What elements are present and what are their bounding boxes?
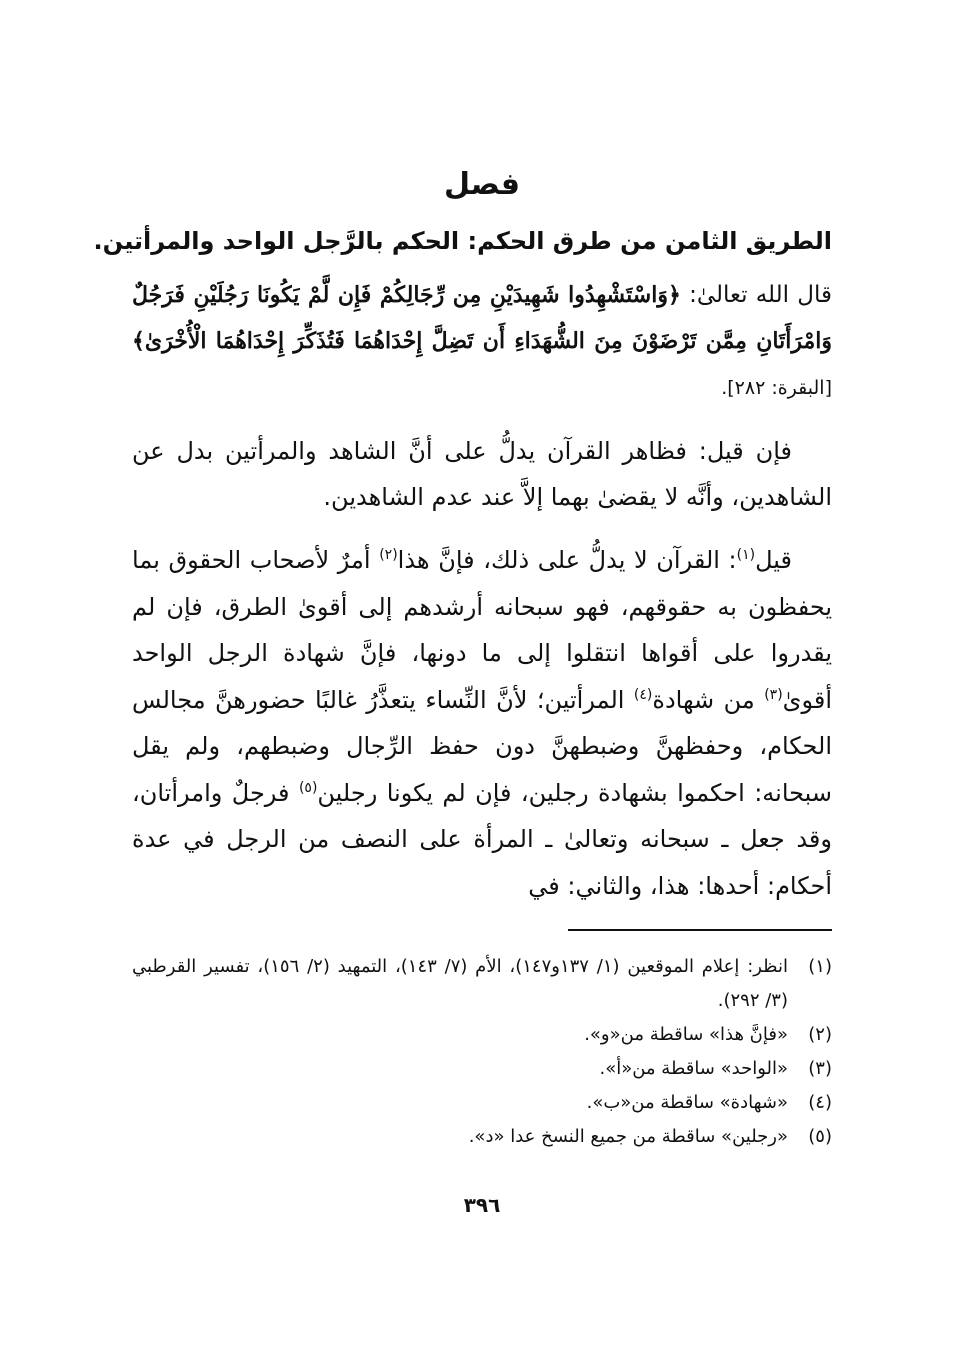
footnote-item bbox=[132, 1120, 832, 1154]
footnote-item bbox=[132, 1052, 832, 1086]
footnote-marker-1[interactable]: (١) bbox=[736, 547, 756, 563]
footnote-text: انظر: إعلام الموقعين (١/ ١٣٧و١٤٧)، الأم (٧/ ١٤٣)، التمهيد (٢/ ١٥٦)، تفسير القرطبي (٣/ ٢٩٢). bbox=[132, 956, 788, 1011]
response-text-part: أمرٌ لأصحاب الحقوق بما يحفظون به حقوقهم، فهو سبحانه أرشدهم إلى أقوىٰ الطرق، فإن لم يقدروا على أقواها انتقلوا إلى ما دونها، فإنَّ شهادة الرجل الواحد أقوىٰ bbox=[132, 546, 832, 714]
objection-paragraph: فإن قيل: فظاهر القرآن يدلُّ على أنَّ الشاهد والمرأتين بدل عن الشاهدين، وأنَّه لا يقضىٰ بهما إلاَّ عند عدم الشاهدين. bbox=[132, 437, 832, 511]
footnote-number: (١) bbox=[808, 956, 832, 977]
footnote-text: «فإنَّ هذا» ساقطة من«و». bbox=[584, 1024, 788, 1045]
footnote-item bbox=[132, 950, 832, 1018]
footnote-item bbox=[132, 1086, 832, 1120]
response-text-part: من شهادة bbox=[652, 685, 765, 714]
footnote-separator bbox=[568, 929, 832, 931]
response-paragraph bbox=[132, 537, 832, 909]
footnote-text: «رجلين» ساقطة من جميع النسخ عدا «د». bbox=[468, 1126, 788, 1147]
response-text-part: : القرآن لا يدلُّ على ذلك، فإنَّ هذا bbox=[397, 546, 737, 574]
footnote-number: (٥) bbox=[808, 1126, 832, 1147]
quran-reference: [البقرة: ٢٨٢]. bbox=[721, 377, 832, 399]
footnote-number: (٢) bbox=[808, 1024, 832, 1045]
footnote-marker-3[interactable]: (٣) bbox=[764, 686, 783, 703]
footnote-text: «شهادة» ساقطة من«ب». bbox=[586, 1092, 788, 1113]
footnote-number: (٣) bbox=[808, 1058, 832, 1079]
section-heading: الطريق الثامن من طرق الحكم: الحكم بالرَّجل الواحد والمرأتين. bbox=[93, 227, 832, 255]
footnote-marker-2[interactable]: (٢) bbox=[379, 547, 398, 563]
quran-verse: ﴿وَاسْتَشْهِدُوا شَهِيدَيْنِ مِن رِّجَالِكُمْ فَإِن لَّمْ يَكُونَا رَجُلَيْنِ فَرَجُلٌ وَامْرَأَتَانِ مِمَّن تَرْضَوْنَ مِنَ الشُّهَدَاءِ أَن تَضِلَّ إِحْدَاهُمَا فَتُذَكِّرَ إِحْدَاهُمَا الْأُخْرَىٰ﴾ bbox=[132, 282, 832, 354]
footnote-item bbox=[132, 1018, 832, 1052]
book-page bbox=[93, 0, 832, 1361]
response-text-part: فرجلٌ وامرأتان، وقد جعل ـ سبحانه وتعالىٰ ـ المرأة على النصف من الرجل في عدة أحكام: أحدها: هذا، والثاني: في bbox=[132, 778, 832, 900]
chapter-title: فصل bbox=[444, 167, 520, 202]
footnote-marker-4[interactable]: (٤) bbox=[633, 686, 653, 703]
footnotes-list bbox=[132, 950, 832, 1154]
page-number: ٣٩٦ bbox=[463, 1193, 501, 1217]
response-text-part: قيل bbox=[755, 546, 793, 574]
quran-quotation bbox=[132, 272, 832, 411]
footnote-marker-5[interactable]: (٥) bbox=[298, 779, 318, 796]
footnote-text: «الواحد» ساقطة من«أ». bbox=[599, 1058, 788, 1079]
footnote-number: (٤) bbox=[808, 1092, 832, 1113]
quran-intro: قال الله تعالىٰ: bbox=[680, 282, 832, 308]
response-text-part: المرأتين؛ لأنَّ النِّساء يتعذَّرُ غالبًا حضورهنَّ مجالس الحكام، وحفظهنَّ وضبطهنَّ دون حفظ الرِّجال وضبطهم، ولم يقل سبحانه: احكموا بشهادة رجلين، فإن لم يكونا رجلين bbox=[132, 685, 832, 807]
